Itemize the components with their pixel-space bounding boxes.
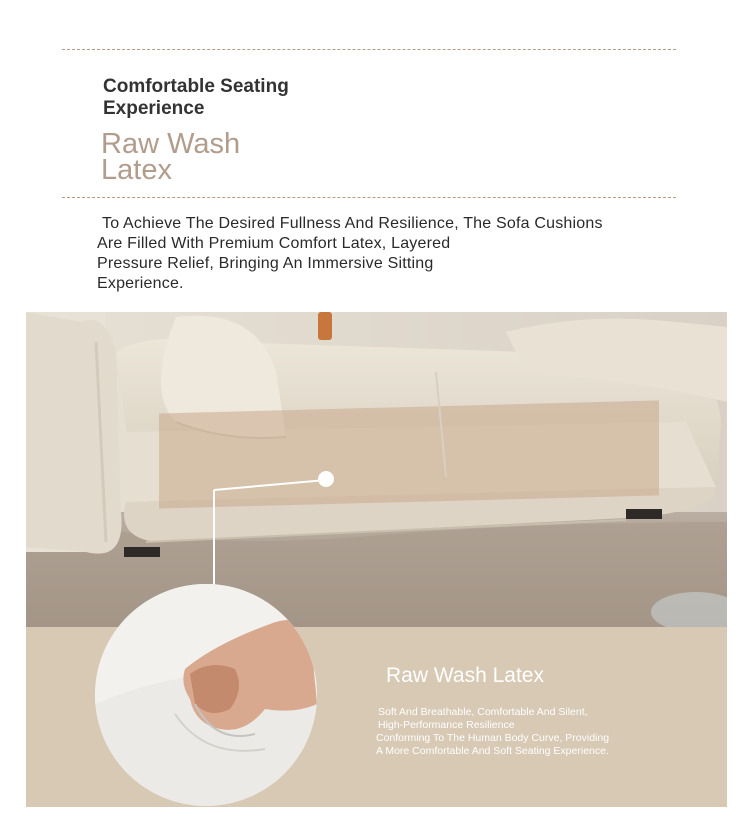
sofa-photo: [26, 312, 727, 627]
feature-title: Raw Wash Latex: [386, 664, 544, 687]
section-subtitle-line-1: Raw Wash: [101, 128, 241, 160]
feature-line-4: A More Comfortable And Soft Seating Experience.: [376, 745, 609, 757]
top-divider: [62, 49, 676, 50]
description-line-2: Are Filled With Premium Comfort Latex, Layered: [97, 235, 451, 252]
description-line-1: To Achieve The Desired Fullness And Resilience, The Sofa Cushions: [102, 215, 603, 232]
section-subtitle: [101, 128, 241, 186]
section-title: [103, 76, 289, 120]
section-title-line-1: Comfortable Seating: [103, 76, 289, 97]
latex-closeup-image: [95, 584, 317, 806]
section-subtitle-line-2: Latex: [101, 154, 172, 186]
feature-line-3: Conforming To The Human Body Curve, Providing: [376, 732, 610, 744]
feature-line-1: Soft And Breathable, Comfortable And Silent,: [378, 706, 588, 718]
feature-line-2: High-Performance Resilience: [378, 719, 515, 731]
middle-divider: [62, 197, 676, 198]
description-text: [97, 214, 657, 294]
description-line-3: Pressure Relief, Bringing An Immersive Sitting: [97, 255, 434, 272]
description-line-4: Experience.: [97, 275, 184, 292]
section-title-line-2: Experience: [103, 98, 205, 119]
feature-description: [376, 706, 609, 758]
